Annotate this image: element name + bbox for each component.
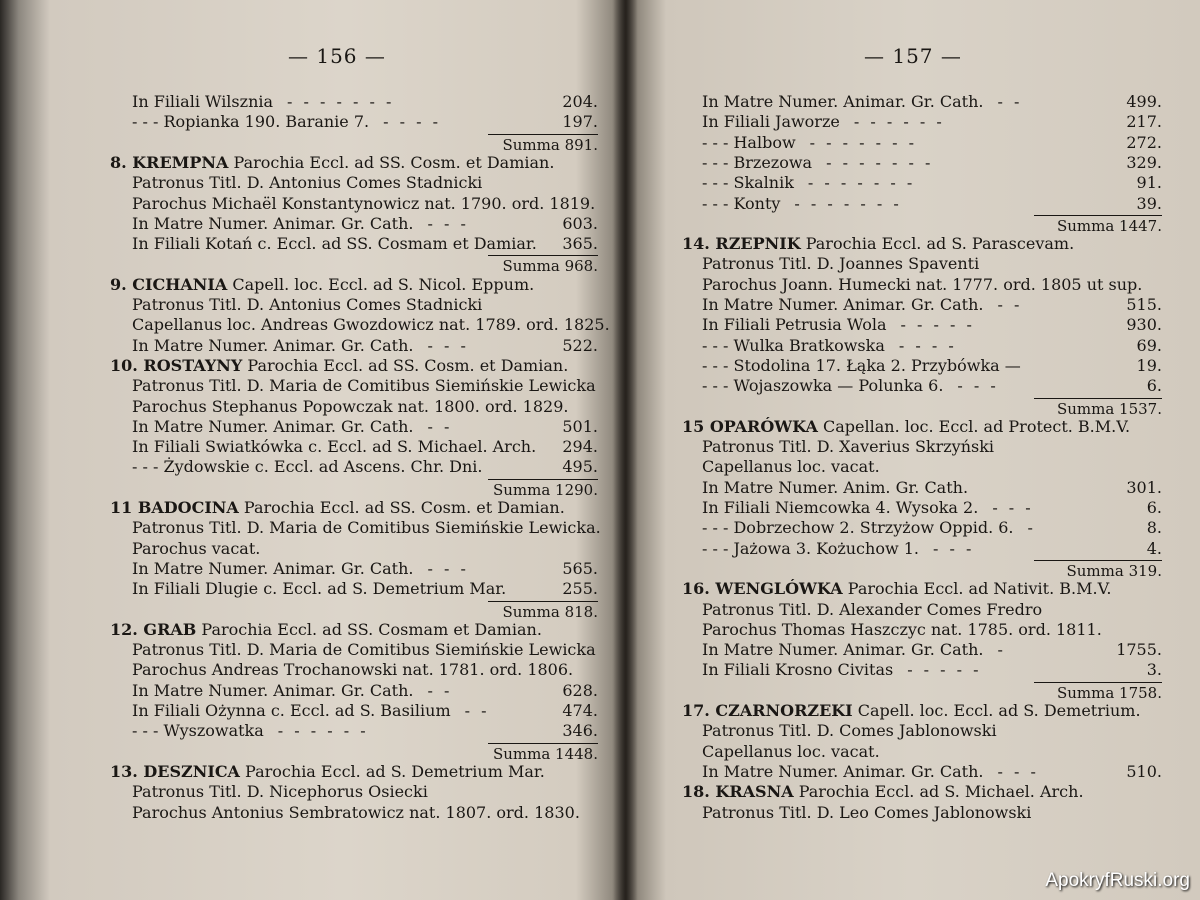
summa-total: Summa 818.: [502, 602, 598, 621]
leader-dashes: - - - - - -: [853, 112, 945, 132]
leader-dashes: - - - - - -: [277, 721, 369, 741]
entry-line: [702, 437, 1162, 457]
entry-text: - - - Konty: [702, 193, 781, 213]
entry-text: Parochus Andreas Trochanowski nat. 1781. ord. 1806.: [132, 660, 574, 680]
entry-heading-line: [110, 620, 598, 640]
population-count: 8.: [1146, 518, 1162, 538]
entry-text: Patronus Titl. D. Leo Comes Jablonowski: [702, 802, 1032, 822]
leader-dashes: - -: [997, 295, 1023, 314]
left-page-number: — 156 —: [288, 44, 386, 68]
population-count: 204.: [562, 92, 598, 111]
population-count: 365.: [562, 234, 598, 254]
entry-line: [702, 92, 1162, 112]
parish-name: 10. ROSTAYNY: [110, 355, 243, 375]
entry-line: [702, 336, 1162, 356]
entry-line: [132, 437, 598, 457]
entry-text: - - - Żydowskie c. Eccl. ad Ascens. Chr. Dni.: [132, 457, 483, 477]
leader-dashes: - - -: [427, 213, 469, 233]
population-count: 272.: [1126, 132, 1162, 152]
summa-rule: [488, 601, 598, 602]
population-count: 930.: [1126, 315, 1162, 335]
summa-total: Summa 968.: [502, 257, 598, 276]
entry-line: [702, 518, 1162, 538]
leader-dashes: - - - - - - -: [287, 92, 395, 111]
population-count: 69.: [1136, 335, 1162, 355]
leader-dashes: - -: [464, 701, 490, 720]
population-count: 294.: [562, 437, 598, 457]
entry-text: Patronus Titl. D. Maria de Comitibus Siemińskie Lewicka.: [132, 518, 601, 538]
entry-text: - - - Jażowa 3. Kożuchow 1.: [702, 538, 919, 558]
parish-name: 9. CICHANIA: [110, 274, 228, 294]
entry-line: [702, 376, 1162, 396]
population-count: 1755.: [1116, 640, 1162, 660]
entry-heading-line: [110, 498, 598, 518]
parish-name: 8. KREMPNA: [110, 152, 229, 172]
population-count: 255.: [562, 579, 598, 599]
entry-line: [702, 112, 1162, 132]
population-count: 91.: [1136, 173, 1162, 193]
entry-line: [702, 620, 1162, 640]
leader-dashes: - - - - -: [900, 315, 975, 335]
population-count: 3.: [1146, 660, 1162, 680]
right-page-number: — 157 —: [864, 44, 962, 68]
entry-text: In Matre Numer. Animar. Gr. Cath.: [702, 640, 984, 660]
summa-total: Summa 1290.: [492, 480, 598, 499]
entry-text: In Filiali Niemcowka 4. Wysoka 2.: [702, 498, 979, 517]
entry-text: - - - Wojaszowka — Polunka 6.: [702, 376, 944, 396]
entry-text: - - - Wyszowatka: [132, 721, 264, 741]
entry-text: Patronus Titl. D. Joannes Spaventi: [702, 254, 980, 274]
entry-text: In Filiali Jaworze: [702, 112, 840, 132]
entry-text: In Matre Numer. Animar. Gr. Cath.: [132, 213, 414, 233]
population-count: 565.: [562, 558, 598, 578]
entry-line: [132, 782, 598, 802]
entry-text: In Filiali Dlugie c. Eccl. ad S. Demetrium Mar.: [132, 579, 507, 599]
entry-line: [132, 214, 598, 234]
entry-line: [702, 254, 1162, 274]
summa-rule: [1034, 215, 1162, 216]
entry-text: In Filiali Petrusia Wola: [702, 315, 887, 335]
entry-text: - - - Skalnik: [702, 173, 794, 193]
population-count: 495.: [562, 457, 598, 477]
entry-text: Patronus Titl. D. Maria de Comitibus Siemińskie Lewicka: [132, 376, 596, 396]
entry-text: In Filiali Swiatkówka c. Eccl. ad S. Michael. Arch.: [132, 437, 537, 457]
population-count: 510.: [1126, 761, 1162, 781]
entry-line: [132, 376, 598, 396]
population-count: 197.: [562, 112, 598, 132]
parish-name: 17. CZARNORZEKI: [682, 701, 853, 720]
entry-line: [132, 417, 598, 437]
entry-text: Parochia Eccl. ad S. Michael. Arch.: [793, 782, 1084, 802]
population-count: 329.: [1126, 152, 1162, 172]
summa-rule: [1034, 398, 1162, 399]
entry-line: [132, 194, 598, 214]
summa-rule: [1034, 682, 1162, 683]
entry-text: In Matre Numer. Anim. Gr. Cath.: [702, 477, 969, 497]
leader-dashes: - - - - - - -: [809, 132, 918, 152]
entry-text: In Filiali Krosno Civitas: [702, 660, 894, 680]
entry-line: [702, 803, 1162, 823]
book-gutter: [612, 0, 638, 900]
entry-heading-line: [682, 579, 1162, 599]
entry-line: [132, 721, 598, 741]
entry-text: In Matre Numer. Animar. Gr. Cath.: [702, 92, 984, 111]
parish-name: 12. GRAB: [110, 619, 197, 639]
entry-text: - - - Ropianka 190. Baranie 7.: [132, 112, 370, 132]
entry-text: In Matre Numer. Animar. Gr. Cath.: [132, 680, 414, 700]
population-count: 603.: [562, 213, 598, 233]
entry-line: [132, 539, 598, 559]
entry-text: Patronus Titl. D. Nicephorus Osiecki: [132, 782, 428, 802]
summa-rule: [488, 255, 598, 256]
entry-text: Parochia Eccl. ad Nativit. B.M.V.: [842, 579, 1112, 599]
entry-text: Parochus vacat.: [132, 538, 261, 558]
entry-line: [702, 356, 1162, 376]
leader-dashes: - - -: [992, 498, 1034, 517]
entry-line: [702, 762, 1162, 782]
entry-text: In Matre Numer. Animar. Gr. Cath.: [132, 558, 414, 578]
entry-line: [702, 275, 1162, 295]
leader-dashes: - - - - - - -: [794, 193, 902, 213]
summa-total: Summa 1537.: [1056, 399, 1162, 418]
entry-line: [702, 173, 1162, 193]
population-count: 6.: [1146, 498, 1162, 517]
entry-text: - - - Dobrzechow 2. Strzyżow Oppid. 6.: [702, 518, 1014, 538]
entry-line: [702, 539, 1162, 559]
entry-heading-line: [682, 701, 1162, 721]
entry-line: [132, 397, 598, 417]
population-count: 19.: [1136, 355, 1162, 375]
entry-line: [702, 478, 1162, 498]
leader-dashes: - - -: [427, 558, 469, 578]
entry-text: In Filiali Ożynna c. Eccl. ad S. Basilium: [132, 701, 451, 720]
entry-line: [702, 153, 1162, 173]
entry-text: Capellanus loc. Andreas Gwozdowicz nat. 1789. ord. 1825.: [132, 315, 610, 335]
entry-text: Capellan. loc. Eccl. ad Protect. B.M.V.: [817, 416, 1131, 436]
entry-text: Parochia Eccl. ad SS. Cosmam et Damian.: [196, 619, 542, 639]
population-count: 39.: [1136, 193, 1162, 213]
population-count: 4.: [1146, 538, 1162, 558]
entry-text: In Filiali Kotań c. Eccl. ad SS. Cosmam et Damiar.: [132, 234, 537, 254]
entry-line: [132, 518, 601, 538]
entry-text: Patronus Titl. D. Maria de Comitibus Siemińskie Lewicka: [132, 640, 596, 660]
entry-line: [132, 92, 598, 112]
entry-text: Parochia Eccl. ad S. Parascevam.: [800, 234, 1075, 254]
entry-text: Parochia Eccl. ad SS. Cosm. et Damian.: [238, 498, 565, 517]
entry-line: [132, 660, 598, 680]
entry-text: Parochia Eccl. ad S. Demetrium Mar.: [239, 761, 545, 781]
entry-text: - - - Stodolina 17. Łąka 2. Przybówka —: [702, 355, 1021, 375]
leader-dashes: - - -: [997, 761, 1039, 781]
entry-text: In Filiali Wilsznia: [132, 92, 274, 111]
entry-line: [702, 315, 1162, 335]
entry-heading-line: [110, 356, 598, 376]
summa-rule: [488, 479, 598, 480]
summa-rule: [488, 134, 598, 135]
summa-rule: [488, 743, 598, 744]
entry-heading-line: [110, 153, 598, 173]
population-count: 474.: [562, 701, 598, 720]
entry-heading-line: [110, 275, 598, 295]
entry-line: [132, 315, 610, 335]
entry-heading-line: [682, 234, 1162, 254]
population-count: 499.: [1126, 92, 1162, 111]
parish-name: 15 OPARÓWKA: [682, 416, 818, 436]
entry-line: [702, 457, 1162, 477]
entry-heading-line: [682, 782, 1162, 802]
entry-line: [132, 112, 598, 132]
leader-dashes: - -: [427, 680, 453, 700]
entry-text: Parochus Stephanus Popowczak nat. 1800. ord. 1829.: [132, 396, 569, 416]
leader-dashes: - -: [997, 92, 1023, 111]
leader-dashes: - -: [427, 416, 453, 436]
right-page: [626, 0, 1200, 900]
population-count: 217.: [1126, 112, 1162, 132]
entry-text: - - - Wulka Bratkowska: [702, 335, 885, 355]
entry-line: [702, 498, 1162, 518]
leader-dashes: - - - - - - -: [826, 152, 934, 172]
leader-dashes: - - - - -: [907, 660, 982, 680]
parish-name: 14. RZEPNIK: [682, 234, 801, 254]
entry-text: Parochia Eccl. ad SS. Cosm. et Damian.: [228, 152, 555, 172]
entry-line: [702, 742, 1162, 762]
entry-line: [702, 133, 1162, 153]
entry-text: Capell. loc. Eccl. ad S. Nicol. Eppum.: [227, 274, 535, 294]
entry-line: [132, 803, 598, 823]
population-count: 515.: [1126, 295, 1162, 314]
summa-rule: [1034, 560, 1162, 561]
entry-text: - - - Brzezowa: [702, 152, 813, 172]
entry-line: [702, 600, 1162, 620]
watermark: ApokryfRuski.org: [1045, 870, 1190, 891]
entry-text: Patronus Titl. D. Xaverius Skrzyński: [702, 437, 995, 457]
population-count: 628.: [562, 680, 598, 700]
leader-dashes: - - -: [957, 376, 999, 396]
leader-dashes: - - -: [933, 538, 975, 558]
entry-text: Capell. loc. Eccl. ad S. Demetrium.: [852, 701, 1141, 720]
entry-text: Parochia Eccl. ad SS. Cosm. et Damian.: [242, 355, 569, 375]
entry-line: [702, 194, 1162, 214]
entry-text: In Matre Numer. Animar. Gr. Cath.: [132, 416, 414, 436]
entry-line: [702, 640, 1162, 660]
entry-text: In Matre Numer. Animar. Gr. Cath.: [702, 761, 984, 781]
parish-name: 16. WENGLÓWKA: [682, 579, 843, 599]
leader-dashes: - - - -: [898, 335, 957, 355]
entry-text: Capellanus loc. vacat.: [702, 741, 880, 761]
entry-text: Capellanus loc. vacat.: [702, 457, 880, 477]
leader-dashes: -: [1027, 518, 1036, 538]
summa-total: Summa 891.: [502, 135, 598, 154]
entry-text: Parochus Antonius Sembratowicz nat. 1807. ord. 1830.: [132, 802, 580, 822]
population-count: 6.: [1146, 376, 1162, 396]
leader-dashes: - - -: [427, 335, 469, 355]
entry-text: In Matre Numer. Animar. Gr. Cath.: [132, 335, 414, 355]
entry-line: [132, 173, 598, 193]
entry-text: Parochus Thomas Haszczyc nat. 1785. ord. 1811.: [702, 619, 1102, 639]
entry-line: [132, 559, 598, 579]
entry-line: [132, 457, 598, 477]
entry-heading-line: [682, 417, 1162, 437]
entry-line: [132, 336, 598, 356]
population-count: 301.: [1126, 477, 1162, 497]
summa-total: Summa 1448.: [492, 744, 598, 763]
entry-line: [132, 681, 598, 701]
entry-text: Patronus Titl. D. Comes Jablonowski: [702, 721, 997, 741]
summa-total: Summa 319.: [1066, 561, 1162, 580]
entry-text: Patronus Titl. D. Antonius Comes Stadnicki: [132, 173, 483, 193]
entry-text: Patronus Titl. D. Antonius Comes Stadnicki: [132, 295, 483, 314]
summa-total: Summa 1447.: [1056, 216, 1162, 235]
population-count: 522.: [562, 335, 598, 355]
leader-dashes: -: [997, 640, 1006, 660]
entry-line: [702, 660, 1162, 680]
entry-text: In Matre Numer. Animar. Gr. Cath.: [702, 295, 984, 314]
entry-text: Parochus Michaël Konstantynowicz nat. 1790. ord. 1819.: [132, 193, 596, 213]
entry-line: [132, 234, 598, 254]
parish-name: 11 BADOCINA: [110, 498, 239, 517]
entry-text: Patronus Titl. D. Alexander Comes Fredro: [702, 599, 1043, 619]
entry-line: [702, 295, 1162, 315]
summa-total: Summa 1758.: [1056, 683, 1162, 702]
entry-heading-line: [110, 762, 598, 782]
entry-line: [132, 640, 598, 660]
entry-line: [132, 701, 598, 721]
leader-dashes: - - - - - - -: [807, 173, 916, 193]
entry-text: Parochus Joann. Humecki nat. 1777. ord. 1805 ut sup.: [702, 274, 1143, 294]
population-count: 346.: [562, 721, 598, 741]
parish-name: 18. KRASNA: [682, 782, 794, 802]
leader-dashes: - - - -: [383, 112, 442, 132]
population-count: 501.: [562, 416, 598, 436]
entry-line: [702, 721, 1162, 741]
parish-name: 13. DESZNICA: [110, 761, 240, 781]
entry-line: [132, 579, 598, 599]
entry-text: - - - Halbow: [702, 132, 796, 152]
entry-line: [132, 295, 598, 315]
